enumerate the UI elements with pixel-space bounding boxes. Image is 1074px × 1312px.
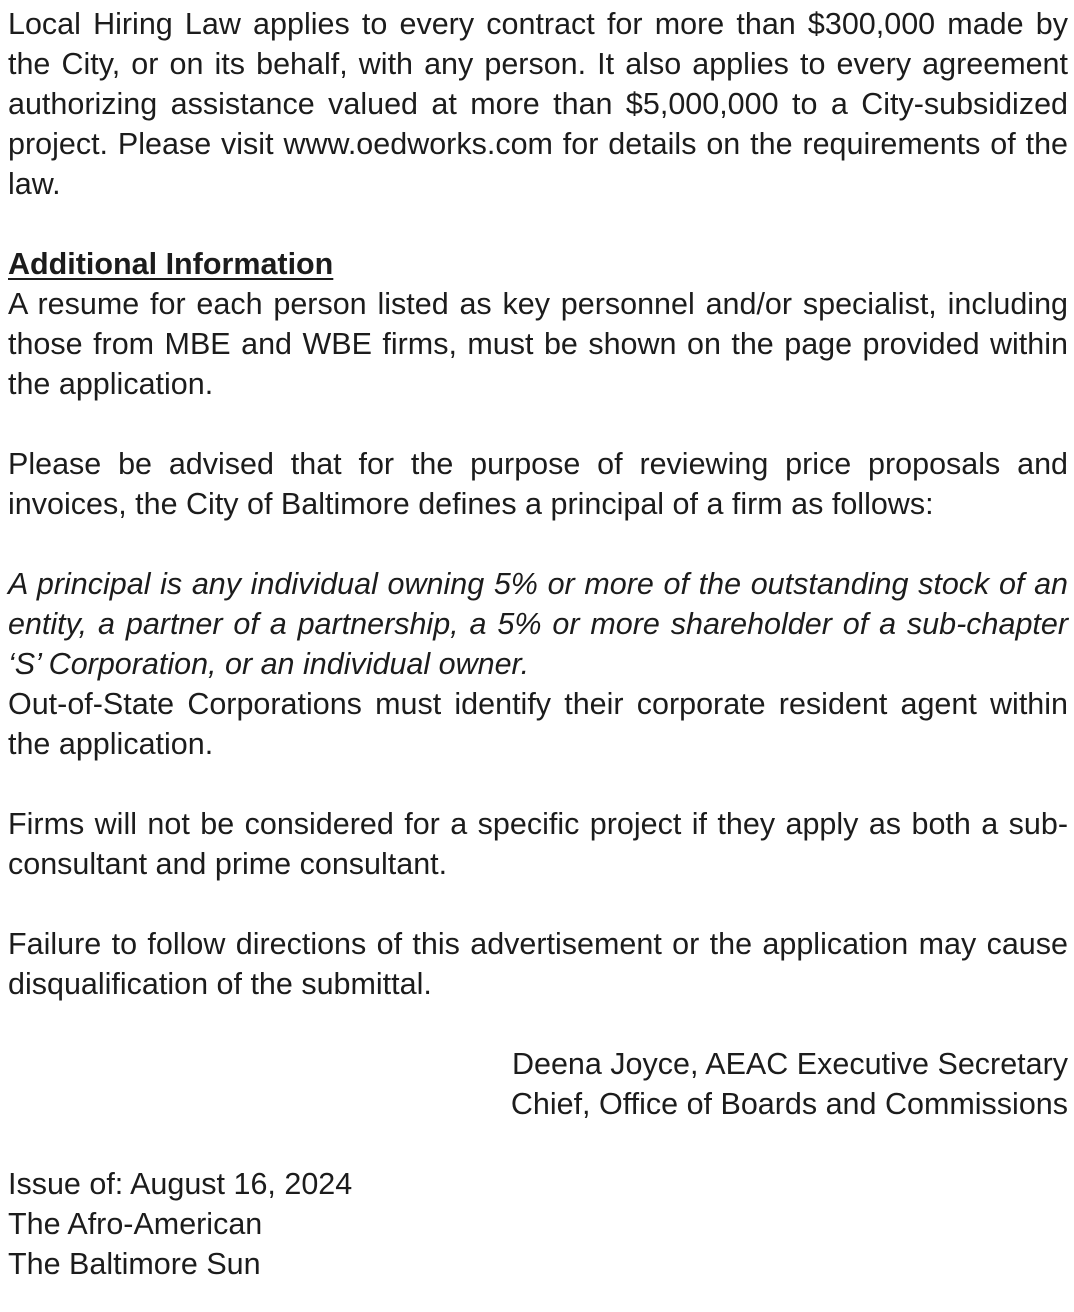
spacer [8, 884, 1068, 924]
additional-information-heading: Additional Information [8, 247, 334, 281]
document-page [0, 4, 1074, 1312]
principal-definition-paragraph: A principal is any individual owning 5% or more of the outstanding stock of an entity, a partner of a partnership, a 5% or more shareholder of a sub-chapter ‘S’ Corporation, or an individual owner. [8, 567, 1068, 681]
spacer [8, 1124, 1068, 1164]
cut-off-text-fragment [530, 4, 590, 8]
issue-date: Issue of: August 16, 2024 [8, 1167, 353, 1201]
signature-block [8, 1044, 1068, 1124]
resume-paragraph: A resume for each person listed as key personnel and/or specialist, including those from MBE and WBE firms, must be shown on the page provided within the application. [8, 287, 1068, 401]
spacer [8, 1004, 1068, 1044]
out-of-state-paragraph: Out-of-State Corporations must identify their corporate resident agent within the application. [8, 687, 1068, 761]
firms-note-paragraph: Firms will not be considered for a specific project if they apply as both a sub-consultant and prime consultant. [8, 807, 1068, 881]
publication-name: The Baltimore Sun [8, 1247, 261, 1281]
local-hiring-paragraph: Local Hiring Law applies to every contract for more than $300,000 made by the City, or on its behalf, with any person. It also applies to every agreement authorizing assistance valued at more than $5,000,000 to a City-subsidized project. Please visit www.oedworks.com for details on the requirements of the law. [8, 7, 1068, 201]
failure-note-paragraph: Failure to follow directions of this advertisement or the application may cause disqualification of the submittal. [8, 927, 1068, 1001]
spacer [8, 524, 1068, 564]
spacer [8, 204, 1068, 244]
publication-footer [8, 1164, 1068, 1284]
principal-intro-paragraph: Please be advised that for the purpose of reviewing price proposals and invoices, the City of Baltimore defines a principal of a firm as follows: [8, 447, 1068, 521]
publication-name: The Afro-American [8, 1207, 263, 1241]
signature-name-line: Deena Joyce, AEAC Executive Secretary [511, 1047, 1068, 1081]
signature-title-line: Chief, Office of Boards and Commissions [510, 1087, 1068, 1121]
spacer [8, 764, 1068, 804]
spacer [8, 404, 1068, 444]
